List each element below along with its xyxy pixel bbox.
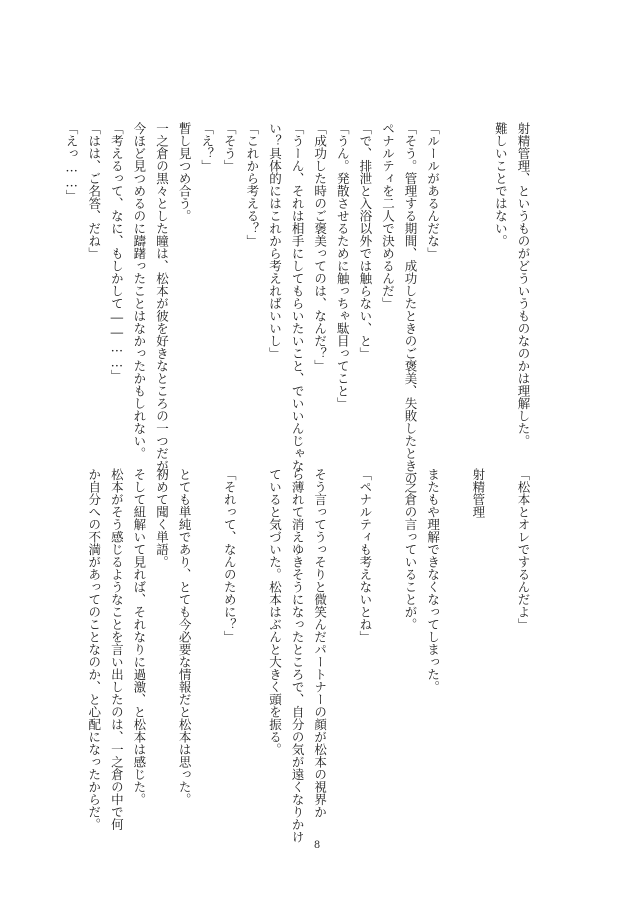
text-line: 初めて聞く単語。 [154, 468, 170, 568]
text-line: か自分への不満があってのことなのか、と心配になったからだ。 [86, 468, 102, 831]
blank-line [444, 122, 467, 467]
blank-line [376, 468, 399, 786]
blank-line [240, 468, 263, 786]
text-line: そして紐解いて見れば、それなりに過激、と松本は感じた。 [131, 468, 147, 806]
text-line: 「これから考える？」 [244, 122, 260, 247]
text-line: ペナルティを二人で決めるんだ」 [380, 122, 396, 310]
text-line: そう言ってうっそりと微笑んだパートナーの顔が松本の視界か [312, 468, 328, 818]
blank-line [331, 468, 354, 786]
text-line: 松本がそう感じるようなことを言い出したのは、一之倉の中で何 [109, 468, 125, 831]
text-line: 「うん。発散させるために触っちゃ駄目ってこと」 [335, 122, 351, 410]
text-line: 射精管理、というものがどういうものなのかは理解した。 [516, 122, 531, 447]
text-line: 「松本とオレでするんだよ」 [516, 468, 531, 631]
text-line: ていると気づいた。松本はぶんと大きく頭を振る。 [267, 468, 283, 756]
text-line: またもや理解できなくなってしまった。 [425, 468, 441, 693]
page-number: 8 [313, 840, 321, 851]
text-line: 難しいことではない。 [493, 122, 509, 247]
text-line: 「はは、ご名答、だね」 [86, 122, 102, 260]
text-line: い？具体的にはこれから考えればいいし」 [267, 122, 283, 360]
blank-line [444, 468, 467, 786]
blank-line [489, 468, 512, 786]
blank-line [195, 468, 218, 786]
text-line: 射精管理 [470, 468, 486, 518]
text-line: 「考えるって、なに、もしかして――……」 [109, 122, 125, 382]
text-line: とても単純であり、とても今必要な情報だと松本は思った。 [177, 468, 193, 806]
text-line: 「そう」 [222, 122, 238, 172]
text-line: 暫し見つめ合う。 [177, 122, 193, 222]
text-line: 「えっ……」 [64, 122, 80, 202]
text-line: 「そう。管理する期間、成功したときのご褒美、失敗したときの [403, 122, 419, 485]
text-line: 今ほど見つめるのに躊躇ったことはなかったかもしれない。 [131, 122, 147, 460]
text-line: 「え？」 [199, 122, 215, 172]
text-line: 「成功した時のご褒美ってのは、なんだ？」 [312, 122, 328, 372]
text-line: 「うーん、それは相手にしてもらいたいこと、でいいんじゃな [290, 122, 306, 472]
upper-text-block [64, 122, 534, 485]
text-line: 「ペナルティも考えないとね」 [357, 468, 373, 643]
text-line: 「ルールがあるんだな」 [425, 122, 441, 260]
blank-line [466, 122, 489, 467]
text-line: 一之倉の黒々とした瞳は、松本が彼を好きなところの一つだが、 [154, 122, 170, 485]
text-line: 一之倉の言っていることが。 [403, 468, 419, 631]
text-line: 「で、排泄と入浴以外では触らない、と」 [357, 122, 373, 360]
text-line: ら薄れて消えゆきそうになったところで、自分の気が遠くなりかけ [290, 468, 306, 843]
lower-text-block [86, 468, 534, 843]
text-line: 「それって、なんのために？」 [222, 468, 238, 643]
